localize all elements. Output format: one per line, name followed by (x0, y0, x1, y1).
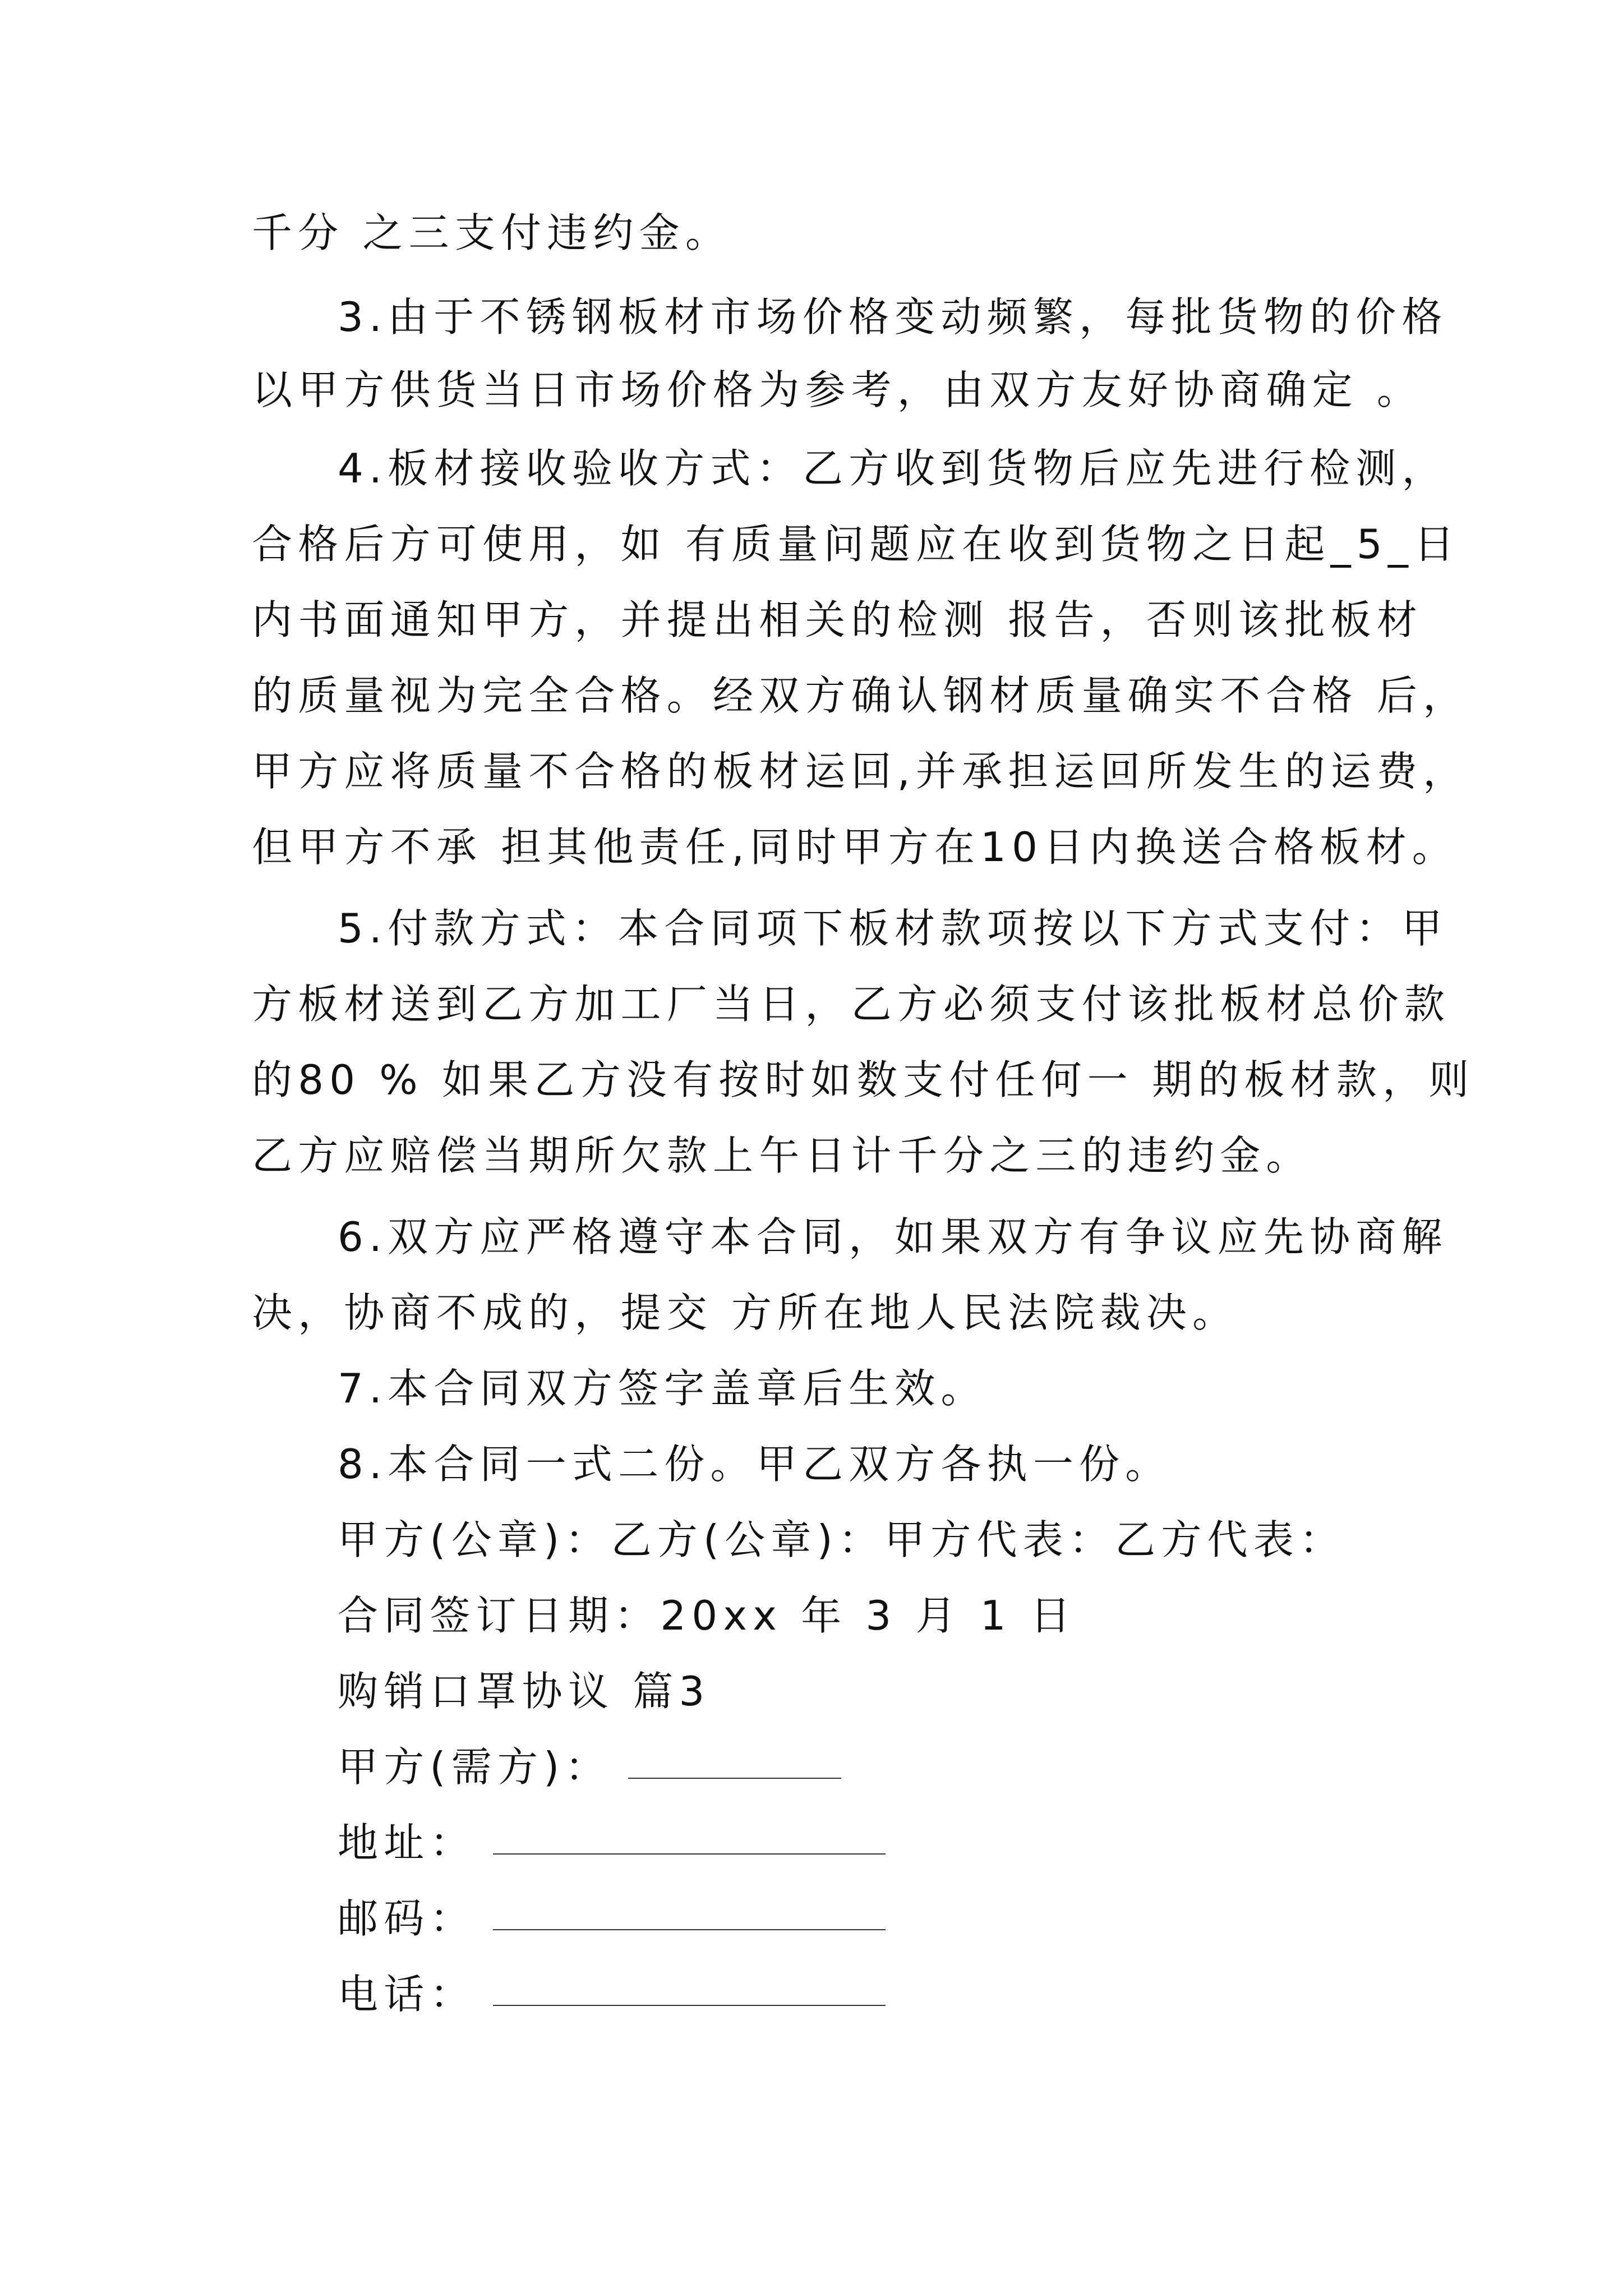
signing-date-line: 合同签订日期：20xx 年 3 月 1 日 (338, 1592, 1077, 1639)
party-a-label: 甲方(需方)： (338, 1743, 611, 1791)
text-line: 决，协商不成的，提交 方所在地人民法院裁决。 (252, 1289, 1239, 1336)
clause-8-line: 8.本合同一式二份。甲乙双方各执一份。 (338, 1441, 1172, 1488)
section-title: 购销口罩协议 篇3 (338, 1668, 711, 1715)
party-a-field (338, 1736, 841, 1798)
phone-label: 电话： (338, 1971, 476, 2018)
postcode-label: 邮码： (338, 1895, 476, 1942)
address-field (338, 1812, 886, 1874)
party-a-blank (628, 1777, 841, 1779)
clause-7-line: 7.本合同双方签字盖章后生效。 (338, 1365, 987, 1412)
address-blank (493, 1853, 886, 1855)
text-line: 千分 之三支付违约金。 (252, 209, 732, 256)
text-line: 方板材送到乙方加工厂当日，乙方必须支付该批板材总价款 (252, 981, 1451, 1028)
text-line: 但甲方不承 担其他责任,同时甲方在10日内换送合格板材。 (252, 823, 1458, 871)
text-line: 甲方应将质量不合格的板材运回,并承担运回所发生的运费， (252, 748, 1469, 795)
text-line: 合格后方可使用，如 有质量问题应在收到货物之日起_5_日 (252, 521, 1460, 568)
clause-6-line: 6.双方应严格遵守本合同，如果双方有争议应先协商解 (338, 1213, 1448, 1260)
clause-5-line: 5.付款方式：本合同项下板材款项按以下方式支付：甲 (338, 905, 1448, 952)
text-line: 的80 % 如果乙方没有按时如数支付任何一 期的板材款，则 (252, 1056, 1475, 1103)
text-line: 的质量视为完全合格。经双方确认钢材质量确实不合格 后， (252, 672, 1469, 719)
phone-blank (493, 2004, 886, 2006)
postcode-blank (493, 1929, 886, 1930)
clause-3-line: 3.由于不锈钢板材市场价格变动频繁，每批货物的价格 (338, 293, 1448, 341)
clause-4-line: 4.板材接收验收方式：乙方收到货物后应先进行检测， (338, 445, 1448, 492)
signature-line: 甲方(公章)：乙方(公章)：甲方代表：乙方代表： (338, 1516, 1346, 1563)
postcode-field (338, 1888, 886, 1949)
text-line: 内书面通知甲方，并提出相关的检测 报告，否则该批板材 (252, 596, 1423, 643)
text-line: 乙方应赔偿当期所欠款上午日计千分之三的违约金。 (252, 1132, 1312, 1179)
phone-field (338, 1963, 886, 2025)
text-line: 以甲方供货当日市场价格为参考，由双方友好协商确定 。 (252, 366, 1423, 413)
address-label: 地址： (338, 1819, 476, 1866)
